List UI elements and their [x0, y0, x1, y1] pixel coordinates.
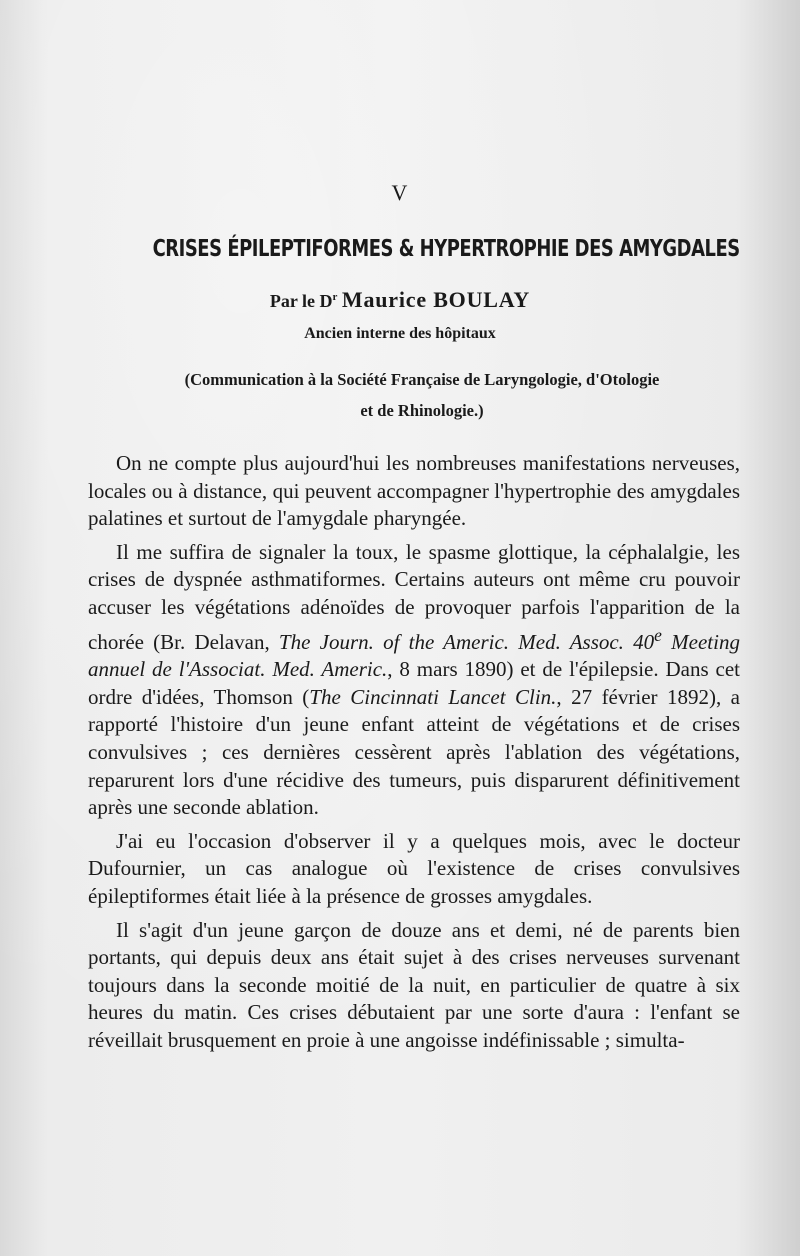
citation-delavan-meeting: Meeting annuel de l'Associat. Med. Americ.: [88, 629, 740, 682]
paragraph-2: [88, 539, 740, 822]
author-line: [0, 287, 800, 313]
paragraph-4: Il s'agit d'un jeune garçon de douze ans et demi, né de parents bien portants, qui depuis deux ans était sujet à des crises nerveuses survenant toujours dans la seconde moitié de la nuit, en particulier de quatre à six heures du matin. Ces crises débutaient par une sorte d'aura : l'enfant se réveillait brusquement en proie à une angoisse indéfinissable ; simulta-: [88, 917, 740, 1052]
article-body: [88, 450, 740, 1054]
author-prefix: Par le D: [269, 291, 333, 311]
paragraph-3: J'ai eu l'occasion d'observer il y a quelques mois, avec le docteur Dufournier, un cas analogue où l'existence de crises convulsives épileptiformes était liée à la présence de grosses amygdales.: [88, 828, 740, 908]
author-affiliation: Ancien interne des hôpitaux: [304, 325, 496, 342]
author-name: Maurice BOULAY: [341, 287, 531, 312]
citation-delavan-journal-text: The Journ. of the Americ. Med. Assoc. 40: [278, 629, 655, 654]
author-prefix-sup: r: [332, 291, 338, 303]
paragraph-2-text-c: , 27 février 1892), a rapporté l'histoire d'un jeune enfant atteint de végétations et de crises convulsives ; ces dernières cessèrent après l'ablation des végétations, reparurent lors d'une récidive des tumeurs, puis disparurent définitivement après une seconde ablation.: [88, 684, 740, 820]
citation-thomson-journal: The Cincinnati Lancet Clin.: [309, 684, 557, 709]
communication-line-1: (Communication à la Société Française de Laryngologie, d'Otologie: [184, 370, 660, 389]
chapter-numeral: V: [391, 180, 409, 205]
citation-ordinal-sup: e: [654, 624, 662, 645]
communication-note: [112, 364, 732, 426]
paragraph-2-text-a: Il me suffira de signaler la toux, le spasme glottique, la céphalalgie, les crises de dyspnée asthmatiformes. Certains auteurs ont même cru pouvoir accuser les végétations adénoïdes de provoquer parfois l'apparition de la chorée (Br. Delavan,: [88, 539, 740, 654]
paragraph-2-text-b: , 8 mars 1890) et de l'épilepsie. Dans cet ordre d'idées, Thomson (: [88, 657, 740, 709]
article-title: CRISES ÉPILEPTIFORMES & HYPERTROPHIE DES AMYGDALES: [152, 236, 740, 262]
communication-line-2: et de Rhinologie.): [360, 401, 484, 420]
paragraph-1: On ne compte plus aujourd'hui les nombreuses manifestations nerveuses, locales ou à distance, qui peuvent accompagner l'hypertrophie des amygdales palatines et surtout de l'amygdale pharyngée.: [88, 451, 740, 531]
